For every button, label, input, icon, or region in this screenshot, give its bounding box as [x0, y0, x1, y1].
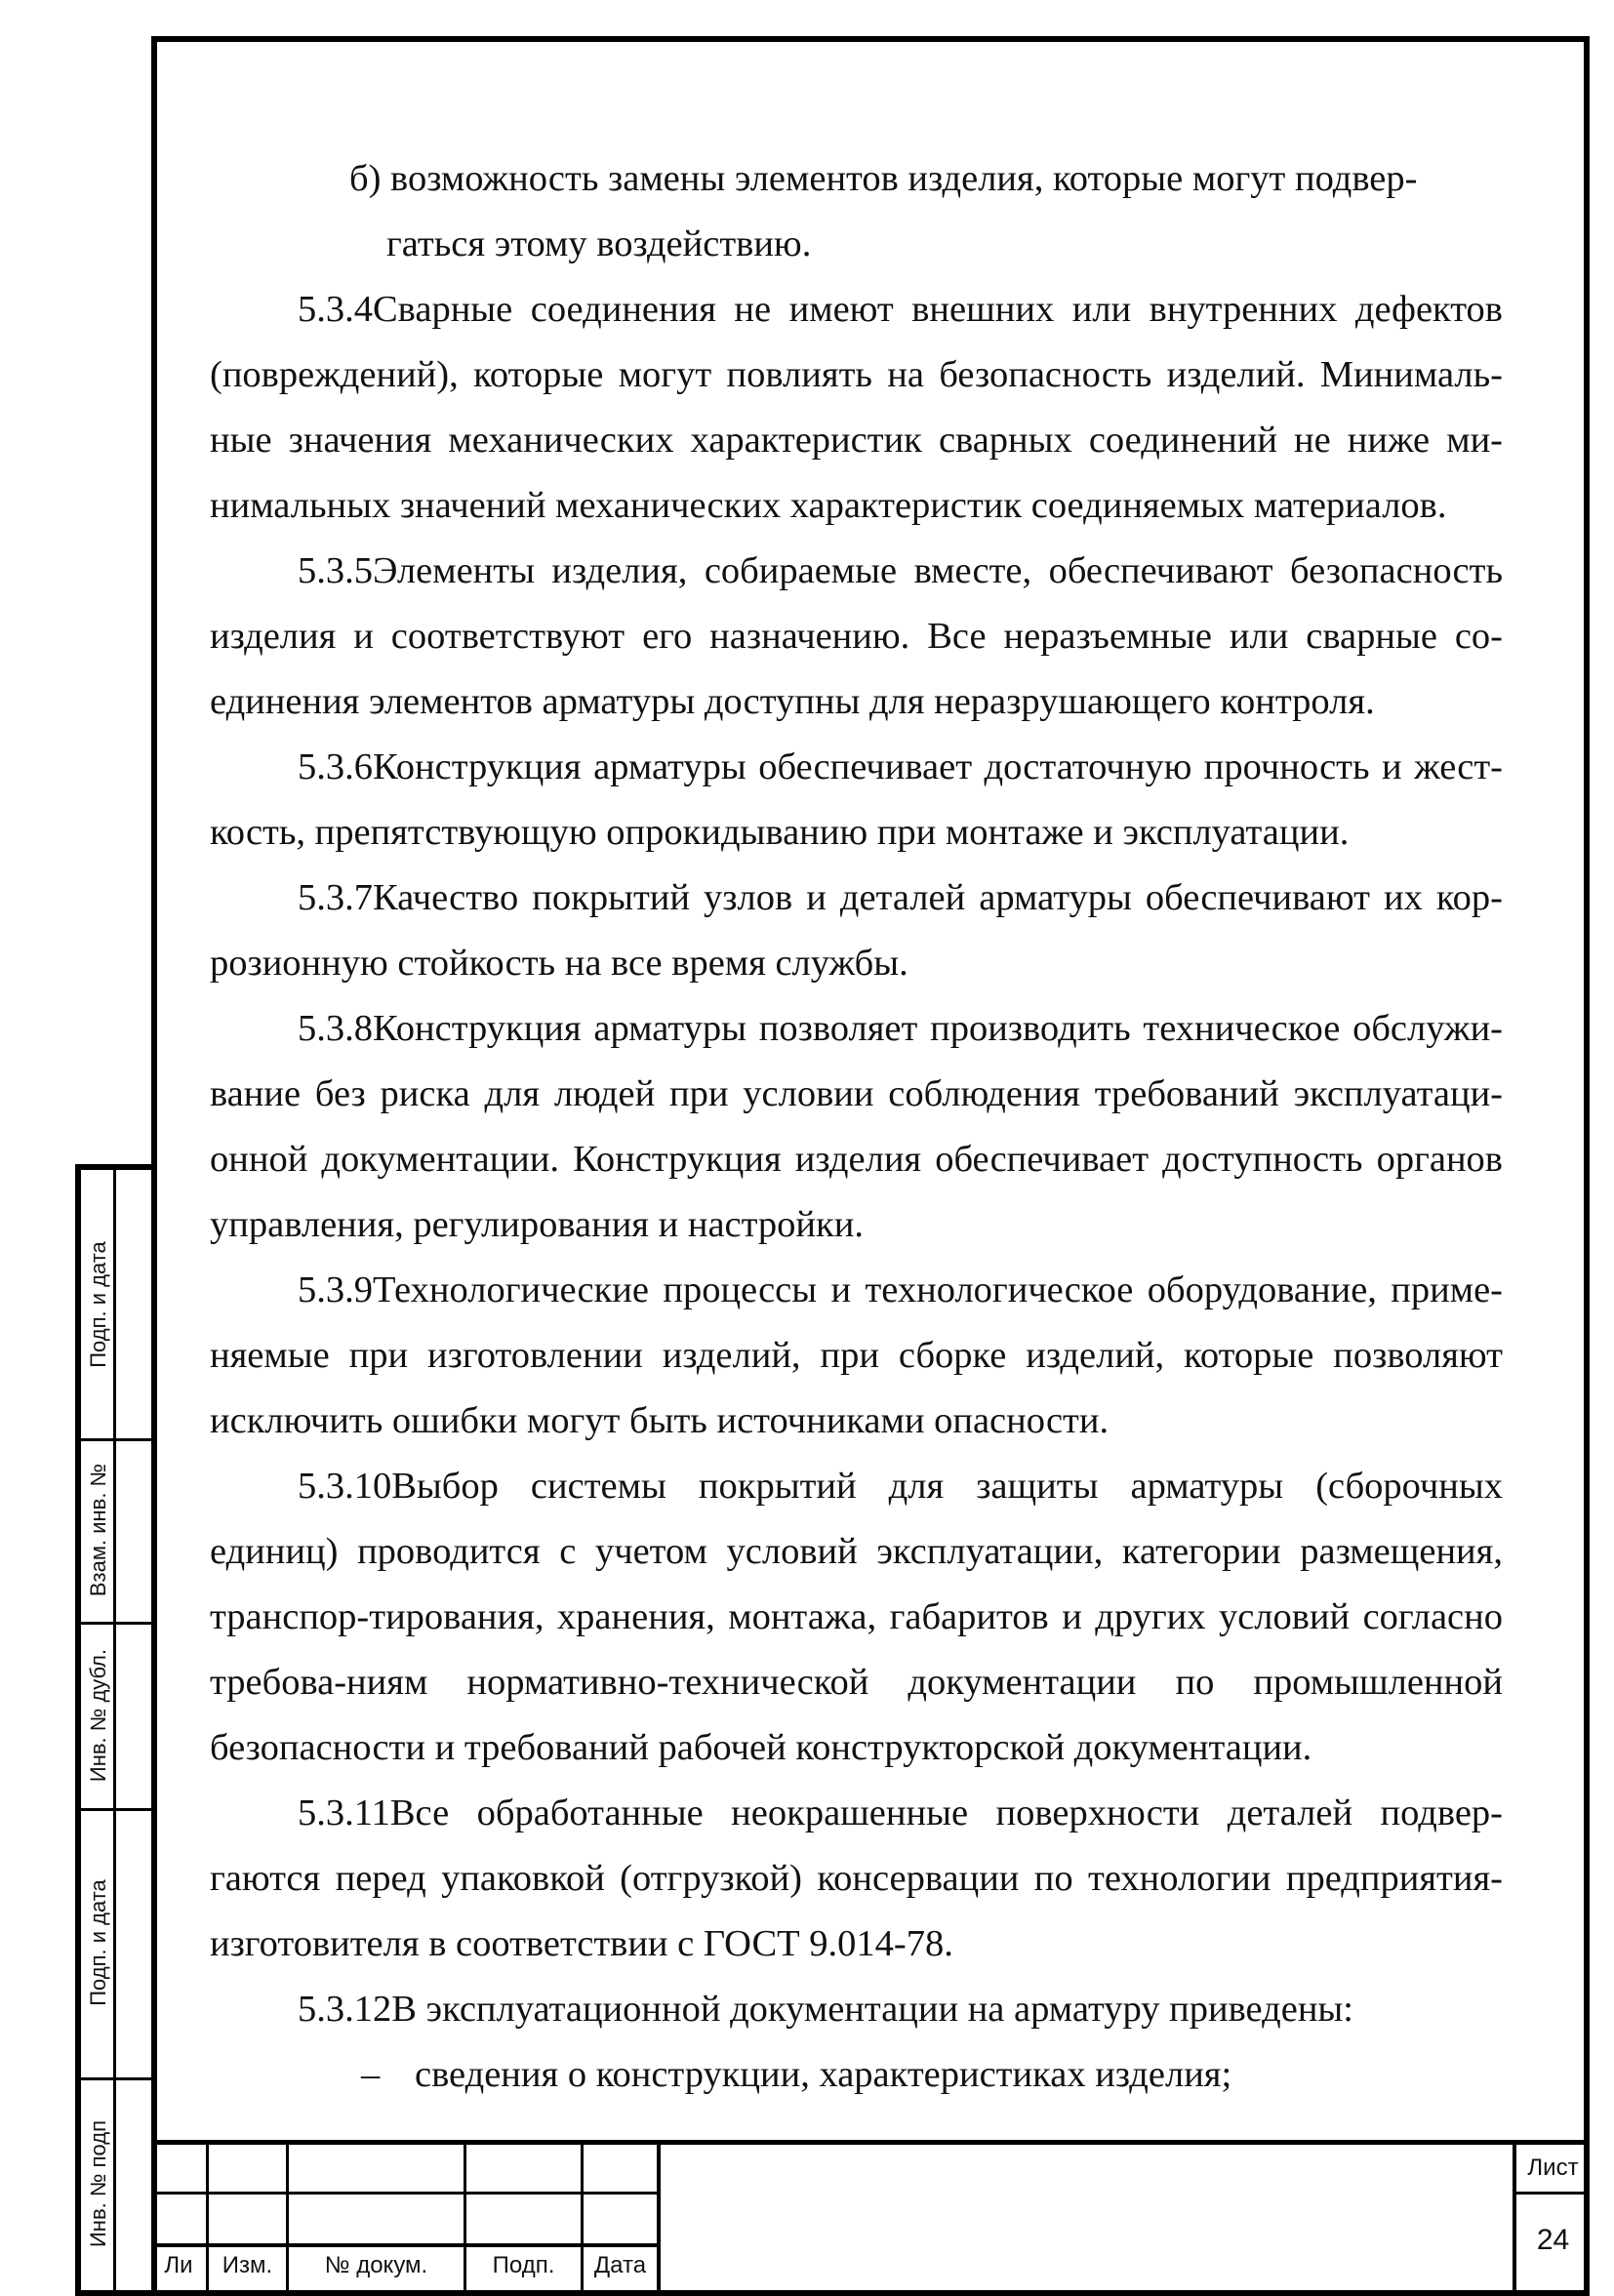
side-stamp-label: Инв. № дубл. [86, 1648, 111, 1782]
side-stamp-label: Подп. и дата [86, 1879, 110, 2006]
side-stamp-label: Взам. инв. № [86, 1463, 111, 1597]
clause-5-3-12 [210, 1977, 1503, 2042]
title-block-column-label: Дата [593, 2252, 647, 2278]
document-body [210, 146, 1503, 2108]
clause-5-3-8 [210, 996, 1503, 1258]
side-stamp-cell [81, 1622, 116, 1808]
clause-5-3-9 [210, 1258, 1503, 1454]
clause-number: 5.3.10 [298, 1466, 392, 1507]
clause-text: Конструкция арматуры обеспечивает достаточную прочность и жест-кость, препятствующую опрокидыванию при монтаже и эксплуатации. [210, 746, 1503, 853]
dash-list-item [210, 2042, 1503, 2108]
side-stamp-cell [81, 1438, 116, 1622]
clause-text: Технологические процессы и технологическое оборудование, приме-няемые при изготовлении изделий, при сборке изделий, которые позволяют исключить ошибки могут быть источниками опасности. [210, 1269, 1503, 1441]
clause-number: 5.3.4 [298, 289, 373, 330]
clause-number: 5.3.5 [298, 550, 373, 591]
clause-text: Качество покрытий узлов и деталей арматуры обеспечивают их кор-розионную стойкость на все время службы. [210, 877, 1503, 984]
clause-5-3-5 [210, 539, 1503, 735]
clause-text: Элементы изделия, собираемые вместе, обеспечивают безопасность изделия и соответствуют его назначению. Все неразъемные или сварные со-единения элементов арматуры доступны для неразрушающего контроля. [210, 550, 1503, 722]
title-block-line [1513, 2192, 1590, 2195]
clause-text: Конструкция арматуры позволяет производить техническое обслужи-вание без риска для людей при условии соблюдения требований эксплуатаци-онной документации. Конструкция изделия обеспечивает доступность органов управления, регулирования и настройки. [210, 1008, 1503, 1245]
clause-number: 5.3.9 [298, 1269, 373, 1310]
clause-text: В эксплуатационной документации на арматуру приведены: [391, 1989, 1353, 2030]
side-stamp-cell [81, 1170, 116, 1438]
sheet-number: 24 [1536, 2224, 1570, 2256]
list-item-b [210, 146, 1503, 277]
title-block-column-label: Ли [164, 2252, 193, 2278]
list-item-continuation: гаться этому воздействию. [386, 223, 812, 264]
sheet-label: Лист [1527, 2155, 1579, 2181]
side-stamp-label: Подп. и дата [86, 1240, 110, 1368]
clause-number: 5.3.6 [298, 746, 373, 787]
title-block-column-label: № докум. [324, 2252, 428, 2278]
dash-bullet: – [361, 2054, 381, 2095]
clause-text: Все обработанные неокрашенные поверхности деталей подвер-гаются перед упаковкой (отгрузкой) консервации по технологии предприятия-изготовителя в соответствии с ГОСТ 9.014-78. [210, 1792, 1503, 1964]
side-stamp-cell [81, 1808, 116, 2077]
clause-number: 5.3.11 [298, 1792, 390, 1833]
side-stamp [75, 1164, 151, 2296]
title-block [151, 2140, 1590, 2296]
clause-text: Выбор системы покрытий для защиты арматуры (сборочных единиц) проводится с учетом условий эксплуатации, категории размещения, транспор-тирования, хранения, монтажа, габаритов и других условий согласно требова-ниям нормативно-технической документации по промышленной безопасности и требований рабочей конструкторской документации. [210, 1466, 1503, 1768]
clause-5-3-4 [210, 277, 1503, 539]
title-block-column-label: Изм. [222, 2252, 273, 2278]
dash-list-text: сведения о конструкции, характеристиках изделия; [415, 2054, 1232, 2095]
clause-number: 5.3.12 [298, 1989, 392, 2030]
title-block-line [657, 2140, 661, 2296]
clause-5-3-10 [210, 1454, 1503, 1781]
list-item-text: б) возможность замены элементов изделия, которые могут подвер- [349, 158, 1418, 199]
clause-number: 5.3.8 [298, 1008, 373, 1049]
side-stamp-label: Инв. № подп [86, 2119, 111, 2248]
title-block-column-label: Подп. [492, 2252, 555, 2278]
clause-5-3-6 [210, 735, 1503, 866]
side-stamp-cell [81, 2077, 116, 2290]
clause-number: 5.3.7 [298, 877, 373, 918]
clause-text: Сварные соединения не имеют внешних или внутренних дефектов (повреждений), которые могут повлиять на безопасность изделий. Минималь-ные значения механических характеристик сварных соединений не ниже ми-нимальных значений механических характеристик соединяемых материалов. [210, 289, 1503, 526]
clause-5-3-7 [210, 866, 1503, 996]
clause-5-3-11 [210, 1781, 1503, 1977]
title-block-line [151, 2140, 1590, 2145]
